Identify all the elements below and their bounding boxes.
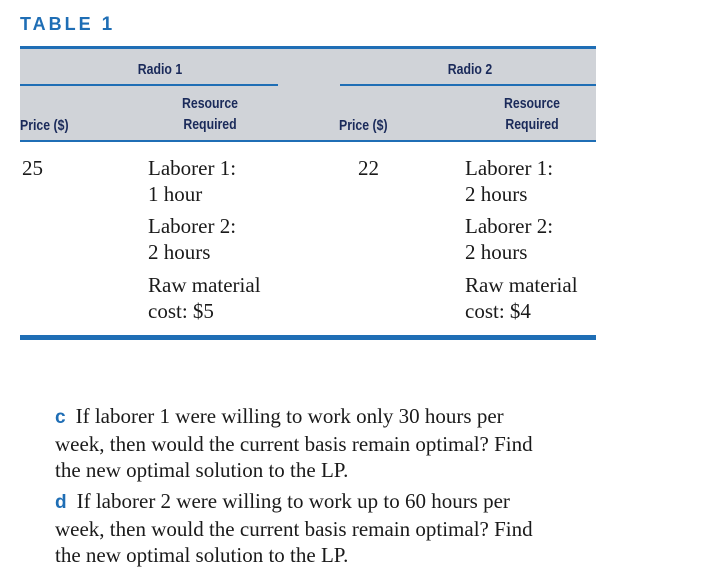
radio2-resource-line: Laborer 2: — [465, 214, 554, 238]
radio2-price: 22 — [358, 156, 379, 180]
question-d-letter: d — [55, 492, 67, 513]
radio1-title: Radio 1 — [137, 61, 183, 78]
question-c-letter: c — [55, 407, 66, 428]
radio1-resource-line: 1 hour — [148, 182, 203, 206]
question-d-line: the new optimal solution to the LP. — [55, 543, 349, 567]
radio1-price: 25 — [22, 156, 43, 180]
radio2-resource-header-line1: Resource — [503, 95, 561, 112]
question-c — [55, 403, 615, 483]
question-d — [55, 488, 615, 568]
table-label — [20, 14, 112, 36]
radio2-resource-line: Laborer 1: — [465, 156, 554, 180]
radio1-resource-header-line1: Resource — [181, 95, 239, 112]
table-header-bottom-rule — [20, 140, 596, 142]
radio1-resource-line: 2 hours — [148, 240, 211, 264]
radio2-resource-line: Raw material — [465, 273, 578, 297]
radio1-price-header: Price ($) — [20, 117, 69, 134]
radio1-resource-line: cost: $5 — [148, 299, 214, 323]
radio1-resource-header-line2: Required — [183, 116, 237, 133]
radio2-resource-line: cost: $4 — [465, 299, 531, 323]
question-c-line: the new optimal solution to the LP. — [55, 458, 349, 482]
radio2-resource-line: 2 hours — [465, 240, 528, 264]
radio2-span-rule — [340, 84, 596, 86]
radio2-resource-line: 2 hours — [465, 182, 528, 206]
table-label-number: 1 — [101, 14, 113, 35]
table-label-word: TABLE — [20, 14, 94, 34]
radio2-title: Radio 2 — [447, 61, 493, 78]
question-d-text: If laborer 2 were willing to work up to 60 hours per — [76, 489, 510, 513]
table-bottom-rule — [20, 335, 596, 340]
question-d-line: week, then would the current basis remain optimal? Find — [55, 517, 533, 541]
question-c-line — [55, 403, 615, 431]
radio1-resource-line: Laborer 2: — [148, 214, 237, 238]
radio1-resource-line: Laborer 1: — [148, 156, 237, 180]
radio1-span-rule — [20, 84, 278, 86]
radio1-resource-line: Raw material — [148, 273, 261, 297]
question-c-text: If laborer 1 were willing to work only 30 hours per — [75, 404, 504, 428]
radio2-resource-header-line2: Required — [505, 116, 559, 133]
question-d-line — [55, 488, 615, 516]
radio2-price-header: Price ($) — [339, 117, 388, 134]
question-c-line: week, then would the current basis remain optimal? Find — [55, 432, 533, 456]
